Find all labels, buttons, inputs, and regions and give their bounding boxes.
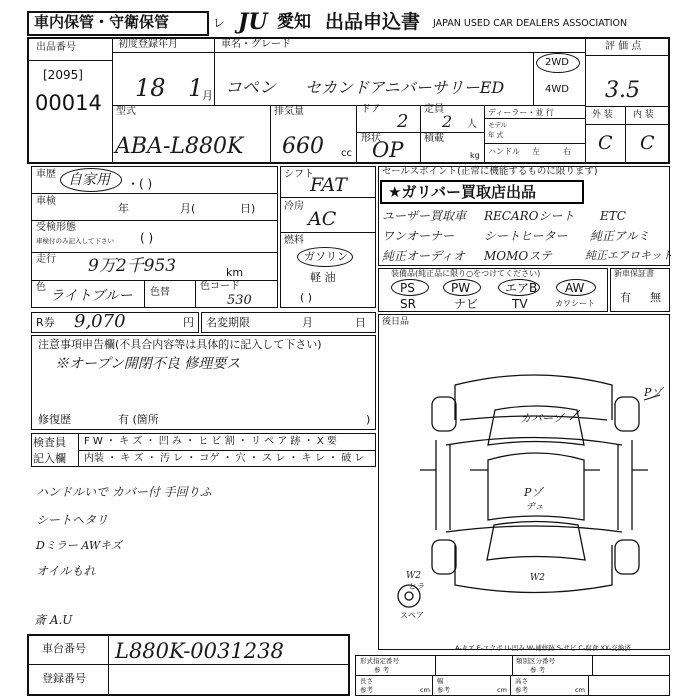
damage-legend: A-キズ E-エクボ U-凹み W-補修跡 S-サビ C-腐食 XX-交換済 bbox=[455, 644, 631, 652]
sales-banner: ★ガリバー買取店出品 bbox=[388, 183, 536, 201]
type-no-ref: 参 考 bbox=[374, 666, 390, 674]
shift-label: シフト bbox=[284, 169, 314, 180]
spare-label: スペア bbox=[400, 611, 424, 620]
model-value: ABA-L880K bbox=[115, 134, 244, 159]
equip-navi: ナビ bbox=[454, 297, 479, 311]
rating-label: 評 価 点 bbox=[605, 41, 642, 52]
height-label: 高さ bbox=[515, 677, 528, 685]
width-cm: cm bbox=[497, 686, 507, 694]
displacement-label: 排気量 bbox=[274, 106, 304, 117]
capacity-value: 2 bbox=[442, 112, 453, 131]
equip-kawa: カワシート bbox=[555, 299, 595, 308]
equip-ps: PS bbox=[400, 281, 415, 295]
rating-ext: C bbox=[598, 132, 613, 154]
sales-item: 純正エアロキット bbox=[585, 249, 673, 262]
reg-no-label: 登録番号 bbox=[42, 672, 86, 685]
diagram-label: ヒラ bbox=[408, 582, 424, 591]
lot-bracket: [2095] bbox=[43, 68, 83, 82]
model-label: 型式 bbox=[116, 106, 136, 117]
fuel-label: 燃料 bbox=[284, 235, 304, 246]
rating-ext-label: 外 装 bbox=[592, 110, 613, 120]
car-name: コペン bbox=[225, 78, 276, 98]
drive-2wd: 2WD bbox=[545, 57, 569, 68]
warranty-label: 新車保証書 bbox=[614, 269, 654, 278]
inspection-month: 月( bbox=[180, 202, 196, 215]
load-unit: kg bbox=[470, 151, 480, 160]
load-label: 積載 bbox=[424, 133, 444, 144]
handle-right: 右 bbox=[563, 147, 571, 156]
rating-int-label: 内 装 bbox=[633, 110, 654, 120]
sales-item: RECAROシート bbox=[484, 209, 575, 223]
length-cm: cm bbox=[420, 686, 430, 694]
notes-label: 注意事項申告欄(不具合内容等は具体的に記入して下さい) bbox=[38, 338, 322, 351]
diagram-label: カバーゾ bbox=[520, 412, 564, 425]
equip-tv: TV bbox=[512, 297, 528, 311]
rating-score: 3.5 bbox=[605, 78, 640, 103]
model-year-label-1: モデル bbox=[488, 121, 508, 129]
fuel-paren: ( ) bbox=[300, 291, 313, 304]
color-code: 530 bbox=[227, 293, 252, 308]
sales-item: シートヒーター bbox=[484, 229, 568, 243]
lot-label: 出品番号 bbox=[36, 42, 76, 53]
lot-number: 00014 bbox=[35, 91, 102, 115]
capacity-unit: 人 bbox=[467, 119, 477, 130]
fuel-gasoline: ガソリン bbox=[304, 250, 348, 263]
history-label: 車歴 bbox=[36, 169, 56, 180]
name-change-day: 日 bbox=[355, 316, 366, 329]
inspection-day: 日) bbox=[240, 202, 256, 215]
sales-item: ユーザー買取車 bbox=[382, 209, 467, 223]
equip-aw: AW bbox=[565, 281, 585, 295]
acceptance-paren: ( ) bbox=[140, 231, 154, 245]
registration-year: 18 bbox=[135, 74, 166, 102]
length-label: 長さ bbox=[360, 677, 373, 685]
repair-close: ) bbox=[366, 413, 371, 426]
color-code-label: 色コード bbox=[200, 281, 240, 292]
repair-label: 修復歴 bbox=[38, 413, 71, 426]
capacity-label: 定員 bbox=[424, 104, 444, 115]
color-replace-label: 色替 bbox=[150, 287, 170, 298]
diagram-label: Pゾ bbox=[644, 386, 663, 399]
doors-label: ドア bbox=[361, 104, 381, 115]
storage-note: 車内保管・守衛保管 bbox=[34, 13, 170, 31]
type-no-label: 形式指定番号 bbox=[360, 657, 399, 665]
recycle-unit: 円 bbox=[183, 316, 194, 329]
displacement-unit: cc bbox=[341, 148, 352, 159]
model-year-label-2: 年 式 bbox=[488, 131, 504, 139]
class-no-ref: 参 考 bbox=[530, 666, 546, 674]
height-cm: cm bbox=[575, 686, 585, 694]
name-change-month: 月 bbox=[302, 316, 313, 329]
recycle-label: R券 bbox=[36, 316, 55, 329]
color-value: ライトブルー bbox=[50, 288, 133, 304]
width-ref: 参考 bbox=[437, 686, 450, 694]
car-grade: セカンドアニバーサリーED bbox=[305, 78, 505, 97]
inspector-note: シートヘタリ bbox=[36, 513, 109, 527]
inspection-year: 年 bbox=[118, 202, 129, 215]
chassis-value: L880K-0031238 bbox=[115, 639, 284, 663]
name-change-label: 名変期限 bbox=[206, 316, 250, 329]
recycle-value: 9,070 bbox=[74, 311, 126, 332]
notes-text: ※オープン開閉不良 修理要ス bbox=[55, 356, 241, 372]
checker-row-2: 内装 ・ キ ズ ・ 汚 レ ・ コゲ ・ 穴 ・ ス レ ・ キ レ ・ 破 レ bbox=[84, 453, 365, 464]
shift-value: FAT bbox=[310, 174, 347, 196]
body-value: OP bbox=[372, 138, 404, 162]
color-label: 色 bbox=[36, 282, 46, 293]
width-label: 幅 bbox=[437, 677, 444, 685]
ac-value: AC bbox=[308, 208, 337, 230]
mileage-label: 走行 bbox=[36, 254, 56, 265]
checker-label-2: 記入欄 bbox=[33, 452, 66, 465]
diagram-label: W2 bbox=[530, 573, 545, 583]
sales-item: MOMOステ bbox=[484, 249, 553, 263]
mileage-unit: km bbox=[226, 266, 244, 279]
checker-row-1: F W ・ キ ズ ・ 凹 み ・ ヒ ビ 割 ・ リ ペ ア 跡 ・ X 要 bbox=[84, 436, 337, 447]
handle-label: ハンドル bbox=[488, 147, 520, 156]
org-name: 愛知 bbox=[277, 12, 311, 32]
fuel-diesel: 軽 油 bbox=[310, 271, 336, 284]
car-name-label: 車名・グレード bbox=[221, 39, 291, 50]
ac-label: 冷房 bbox=[284, 201, 304, 212]
inspection-label: 車検 bbox=[36, 196, 56, 207]
doc-title: 出品申込書 bbox=[325, 11, 421, 33]
repair-value: 有 (箇所 bbox=[118, 413, 159, 426]
handle-left: 左 bbox=[532, 147, 540, 156]
rating-int: C bbox=[640, 132, 655, 154]
history-paren: ・( ) bbox=[127, 177, 153, 191]
after-sale-label: 後日品 bbox=[382, 317, 410, 327]
inspector-note: オイルもれ bbox=[36, 564, 96, 578]
acceptance-note: 車検付のみ記入して下さい bbox=[36, 237, 114, 245]
history-value: 自家用 bbox=[68, 172, 110, 188]
diagram-label: W2 bbox=[406, 571, 421, 581]
registration-month-unit: 月 bbox=[202, 89, 213, 102]
sales-item: 純正オーディオ bbox=[382, 249, 466, 263]
acceptance-label: 受検形態 bbox=[36, 222, 76, 233]
mileage-value: 9万2千953 bbox=[88, 256, 177, 276]
warranty-yes: 有 bbox=[620, 291, 631, 304]
chassis-label: 車台番号 bbox=[42, 642, 86, 655]
inspector-signature: 斎 A.U bbox=[34, 613, 73, 627]
ju-logo: JU bbox=[238, 9, 268, 35]
sales-item: 純正アルミ bbox=[590, 229, 650, 243]
sales-item: ETC bbox=[600, 209, 626, 223]
equip-pw: PW bbox=[451, 281, 471, 295]
class-no-label: 類別区分番号 bbox=[516, 657, 555, 665]
displacement-value: 660 bbox=[282, 134, 324, 159]
body-label: 形状 bbox=[361, 133, 381, 144]
registration-month: 1 bbox=[188, 74, 204, 102]
equip-ab: エアB bbox=[505, 281, 538, 295]
assoc-name: JAPAN USED CAR DEALERS ASSOCIATION bbox=[433, 18, 628, 29]
inspector-note: Dミラー AWキズ bbox=[36, 539, 122, 552]
storage-mark: レ bbox=[213, 16, 226, 30]
drive-4wd: 4WD bbox=[545, 84, 569, 95]
registration-label: 初度登録年月 bbox=[118, 39, 178, 50]
doors-value: 2 bbox=[397, 111, 409, 132]
dealer-label: ディーラー・並 行 bbox=[488, 108, 554, 117]
height-ref: 参考 bbox=[515, 686, 528, 694]
equipment-label: 装備品(純正品に限り○をつけてください) bbox=[391, 269, 541, 278]
diagram-label: ヂュ bbox=[526, 502, 544, 512]
length-ref: 参考 bbox=[360, 686, 373, 694]
diagram-label: Pゾ bbox=[524, 486, 543, 499]
sales-item: ワンオーナー bbox=[382, 229, 455, 243]
equip-sr: SR bbox=[400, 297, 416, 311]
inspector-note: ハンドルいで カバー付 手回りふ bbox=[36, 485, 212, 499]
warranty-no: 無 bbox=[650, 291, 661, 304]
checker-label-1: 検査員 bbox=[33, 436, 66, 449]
sales-points-label: セールスポイント(正常に機能するものに限ります) bbox=[382, 166, 598, 177]
